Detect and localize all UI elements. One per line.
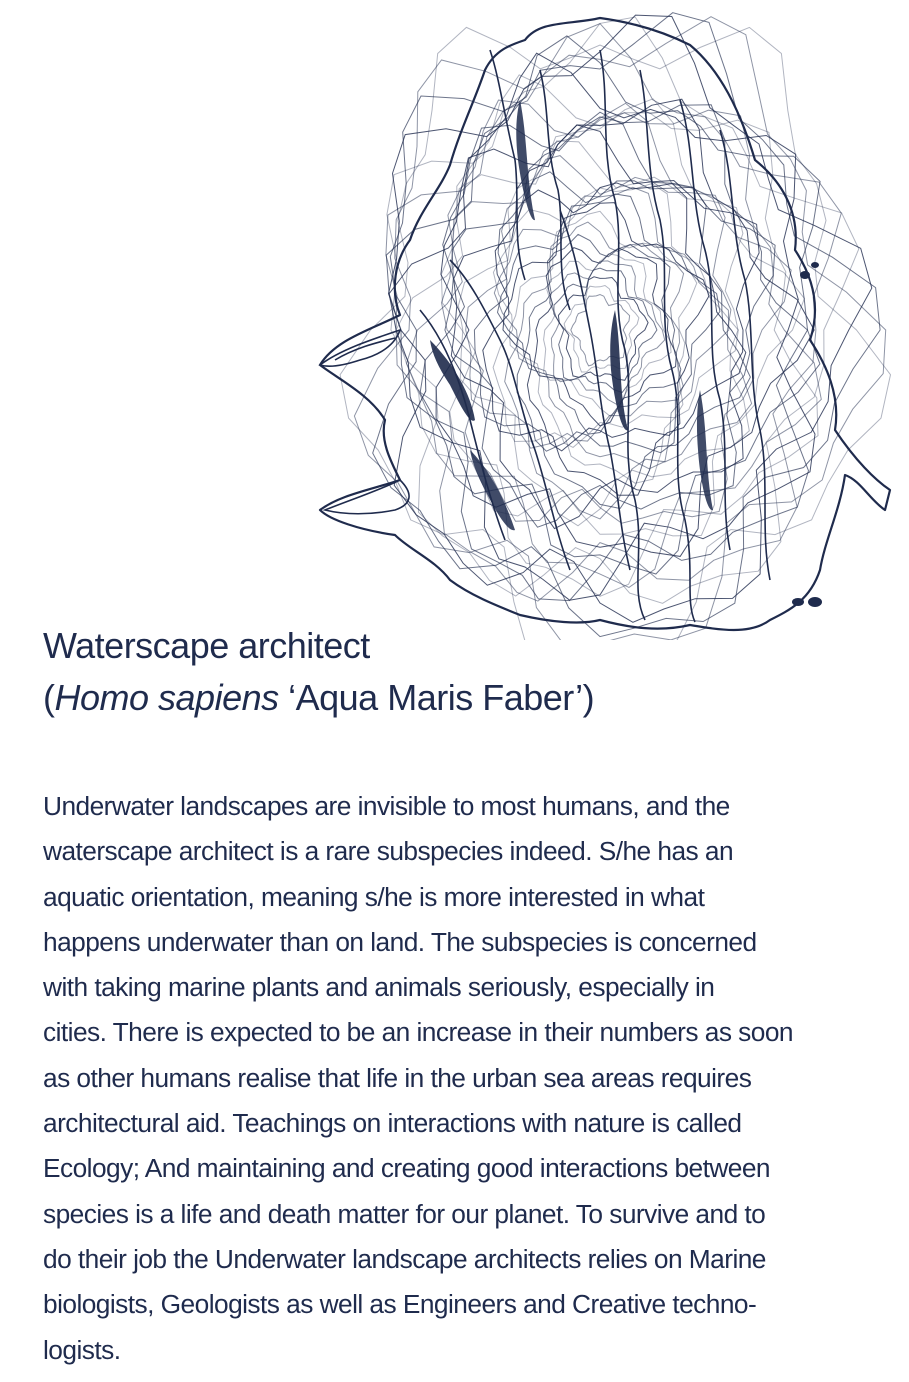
body-line: architectural aid. Teachings on interactions with nature is called [43, 1108, 742, 1139]
body-line: happens underwater than on land. The subspecies is concerned [43, 926, 757, 957]
body-line: Underwater landscapes are invisible to most humans, and the [43, 791, 730, 821]
body-line: aquatic orientation, meaning s/he is more interested in what [43, 881, 705, 912]
page-subtitle [43, 672, 883, 724]
contour-details [320, 50, 770, 622]
subtitle-rest: ‘Aqua Maris Faber’) [278, 677, 595, 718]
body-line: biologists, Geologists as well as Engineers and Creative techno- [43, 1289, 757, 1320]
contour-line [534, 248, 677, 426]
body-line: Ecology; And maintaining and creating good interactions between [43, 1153, 771, 1184]
heading [43, 620, 883, 724]
contour-line [442, 103, 792, 523]
body-line: with taking marine plants and animals seriously, especially in [43, 972, 715, 1003]
subtitle-open-paren: ( [43, 677, 55, 718]
body-line: species is a life and death matter for our planet. To survive and to [43, 1198, 766, 1229]
contour-map-svg [300, 10, 900, 640]
body-line: cities. There is expected to be an increase in their numbers as soon [43, 1017, 793, 1048]
contour-map-illustration [300, 10, 900, 640]
subtitle-italic: Homo sapiens [54, 677, 279, 718]
contour-line [524, 234, 680, 434]
page-title: Waterscape architect [43, 625, 370, 666]
body-line: as other humans realise that life in the urban sea areas requires [43, 1062, 752, 1093]
body-line: waterscape architect is a rare subspecies indeed. S/he has an [43, 836, 734, 867]
body-line: logists. [43, 1334, 121, 1365]
body-paragraph [43, 784, 873, 1373]
body-line: do their job the Underwater landscape architects relies on Marine [43, 1243, 766, 1274]
